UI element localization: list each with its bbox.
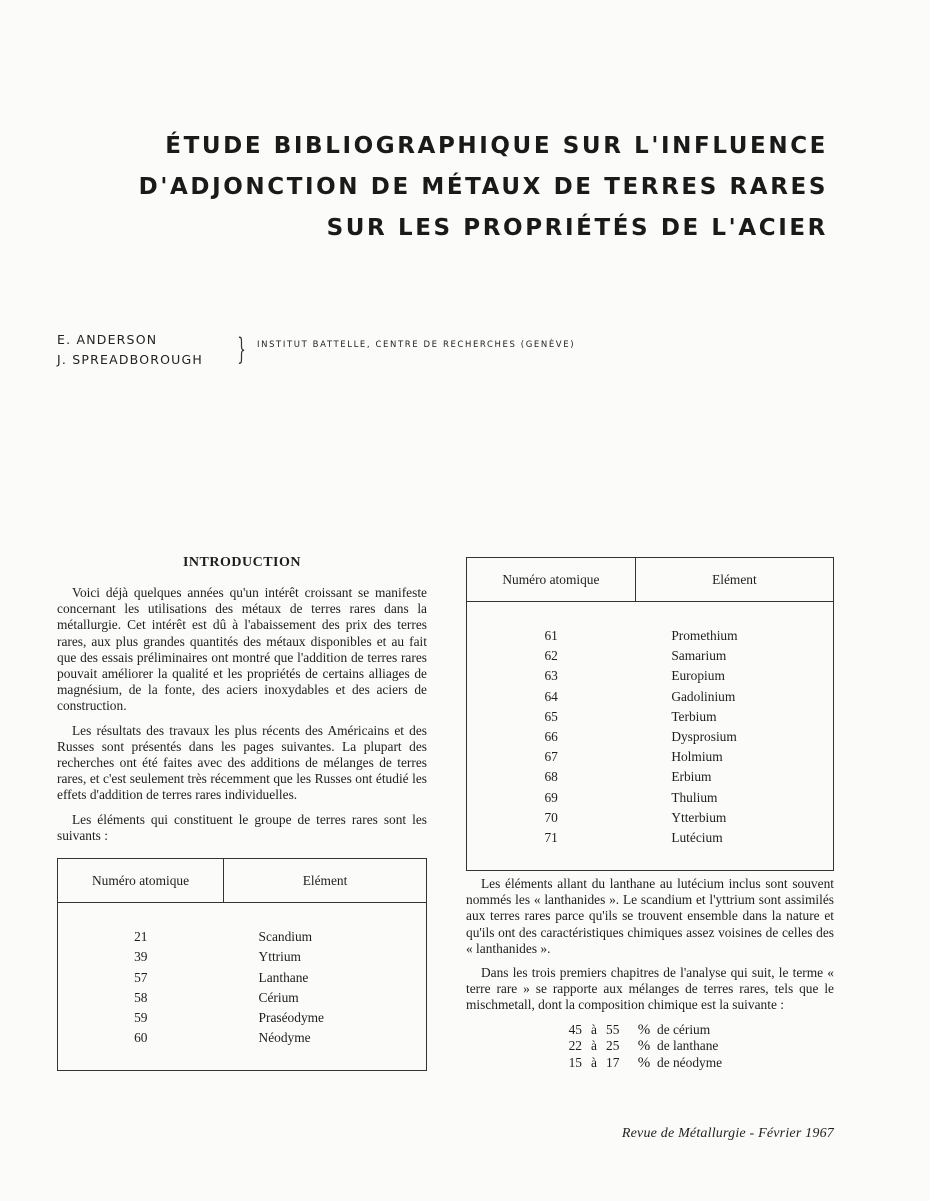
element-name: Ytterbium xyxy=(671,809,727,825)
table-row xyxy=(58,967,427,987)
atomic-number: 66 xyxy=(544,729,558,745)
atomic-number: 21 xyxy=(134,929,148,945)
affiliation: INSTITUT BATTELLE, CENTRE DE RECHERCHES (GENÈVE) xyxy=(257,340,576,350)
composition-row xyxy=(550,1022,834,1039)
table-row xyxy=(467,828,834,848)
element-name: Promethium xyxy=(671,628,738,644)
atomic-number: 59 xyxy=(134,1009,148,1025)
table-row xyxy=(467,808,834,828)
composition-name: de néodyme xyxy=(657,1054,723,1070)
composition-high: 25 xyxy=(606,1038,620,1054)
mischmetall-composition xyxy=(550,1022,834,1072)
atomic-number: 70 xyxy=(544,809,558,825)
column-header-element: Elément xyxy=(302,872,348,888)
table-row xyxy=(467,767,834,787)
element-name: Erbium xyxy=(671,769,712,785)
rare-earth-table-1 xyxy=(57,858,427,1071)
element-name: Europium xyxy=(671,668,725,684)
composition-name: de lanthane xyxy=(657,1038,719,1054)
table-row xyxy=(467,747,834,767)
element-name: Gadolinium xyxy=(671,688,736,704)
table-row xyxy=(467,727,834,747)
table-row xyxy=(58,927,427,947)
author-list xyxy=(57,330,203,370)
atomic-number: 69 xyxy=(544,789,558,805)
article-title xyxy=(68,126,828,249)
table-row xyxy=(467,646,834,666)
composition-low: 15 xyxy=(568,1054,582,1070)
element-name: Dysprosium xyxy=(671,729,737,745)
element-name: Thulium xyxy=(671,789,718,805)
author-name: J. SPREADBOROUGH xyxy=(57,352,204,367)
element-name: Lanthane xyxy=(258,969,309,985)
paragraph: Dans les trois premiers chapitres de l'analyse qui suit, le terme « terre rare » se rapporte aux mélanges de terres rares, tels que le mischmetall, dont la composition chimique est la suivante : xyxy=(466,965,834,1013)
composition-high: 17 xyxy=(606,1054,620,1070)
element-name: Cérium xyxy=(258,989,299,1005)
composition-to: à xyxy=(591,1021,597,1037)
element-name: Scandium xyxy=(258,929,313,945)
element-name: Lutécium xyxy=(671,829,723,845)
element-name: Holmium xyxy=(671,749,723,765)
table-row xyxy=(467,707,834,727)
composition-name: de cérium xyxy=(657,1021,711,1037)
atomic-number: 58 xyxy=(134,989,148,1005)
composition-low: 22 xyxy=(568,1038,582,1054)
composition-unit: % xyxy=(637,1038,651,1055)
paragraph: Les éléments allant du lanthane au lutécium inclus sont souvent nommés les « lanthanides ». Le scandium et l'yttrium sont assimilés aux terres rares parce qu'ils se trouvent ensemble dans la nature et qu'ils ont des caractéristiques chimiques assez voisines de celles des « lanthanides ». xyxy=(466,876,834,956)
left-column xyxy=(57,555,427,1071)
composition-unit: % xyxy=(637,1054,651,1071)
composition-to: à xyxy=(591,1054,597,1070)
element-name: Terbium xyxy=(671,708,717,724)
atomic-number: 60 xyxy=(134,1030,148,1046)
atomic-number: 71 xyxy=(544,829,558,845)
composition-to: à xyxy=(591,1038,597,1054)
atomic-number: 67 xyxy=(544,749,558,765)
author-name: E. ANDERSON xyxy=(57,332,158,347)
element-name: Yttrium xyxy=(258,949,301,965)
title-line: SUR LES PROPRIÉTÉS DE L'ACIER xyxy=(326,215,828,241)
journal-footer: Revue de Métallurgie - Février 1967 xyxy=(621,1126,834,1141)
paragraph: Voici déjà quelques années qu'un intérêt croissant se manifeste concernant les utilisations des métaux de terres rares dans la métallurgie. Cet intérêt est dû à l'abaissement des prix des terres rares, aux plus grandes quantités des métaux disponibles et au fait que des essais préliminaires ont montré que l'addition de terres rares pouvait améliorer la qualité et les propriétés de certains alliages de magnésium, de la fonte, des aciers inoxydables et des aciers de construction. xyxy=(57,585,427,714)
paragraph: Les résultats des travaux les plus récents des Américains et des Russes sont présentés dans les pages suivantes. La plupart des recherches ont été faites avec des additions de mélanges de terres rares, et c'est seulement très récemment que les Russes ont étudié les effets d'addition de terres rares individuelles. xyxy=(57,722,427,803)
element-name: Samarium xyxy=(671,648,727,664)
composition-high: 55 xyxy=(606,1021,620,1037)
atomic-number: 61 xyxy=(544,628,558,644)
composition-row xyxy=(550,1038,834,1055)
atomic-number: 39 xyxy=(134,949,148,965)
element-name: Praséodyme xyxy=(258,1009,324,1025)
table-row xyxy=(467,626,834,646)
atomic-number: 68 xyxy=(544,769,558,785)
composition-unit: % xyxy=(637,1021,651,1038)
column-header-number: Numéro atomique xyxy=(467,558,636,602)
section-heading: INTRODUCTION xyxy=(182,555,301,570)
title-line: D'ADJONCTION DE MÉTAUX DE TERRES RARES xyxy=(138,174,828,200)
right-column-text xyxy=(466,876,834,1071)
table-row xyxy=(58,1008,427,1028)
atomic-number: 65 xyxy=(544,708,558,724)
column-header-number: Numéro atomique xyxy=(58,859,224,903)
table-row xyxy=(467,666,834,686)
atomic-number: 63 xyxy=(544,668,558,684)
author-brace: } xyxy=(237,332,246,367)
right-column xyxy=(466,557,834,871)
title-line: ÉTUDE BIBLIOGRAPHIQUE SUR L'INFLUENCE xyxy=(165,133,828,159)
atomic-number: 64 xyxy=(544,688,558,704)
table-row xyxy=(58,988,427,1008)
paragraph: Les éléments qui constituent le groupe de terres rares sont les suivants : xyxy=(57,811,427,843)
composition-row xyxy=(550,1055,834,1072)
table-row xyxy=(467,687,834,707)
rare-earth-table-2 xyxy=(466,557,834,871)
table-row xyxy=(467,788,834,808)
atomic-number: 62 xyxy=(544,648,558,664)
table-row xyxy=(58,947,427,967)
element-name: Néodyme xyxy=(258,1030,311,1046)
composition-low: 45 xyxy=(568,1021,582,1037)
table-row xyxy=(58,1028,427,1048)
atomic-number: 57 xyxy=(134,969,148,985)
column-header-element: Elément xyxy=(712,571,757,587)
